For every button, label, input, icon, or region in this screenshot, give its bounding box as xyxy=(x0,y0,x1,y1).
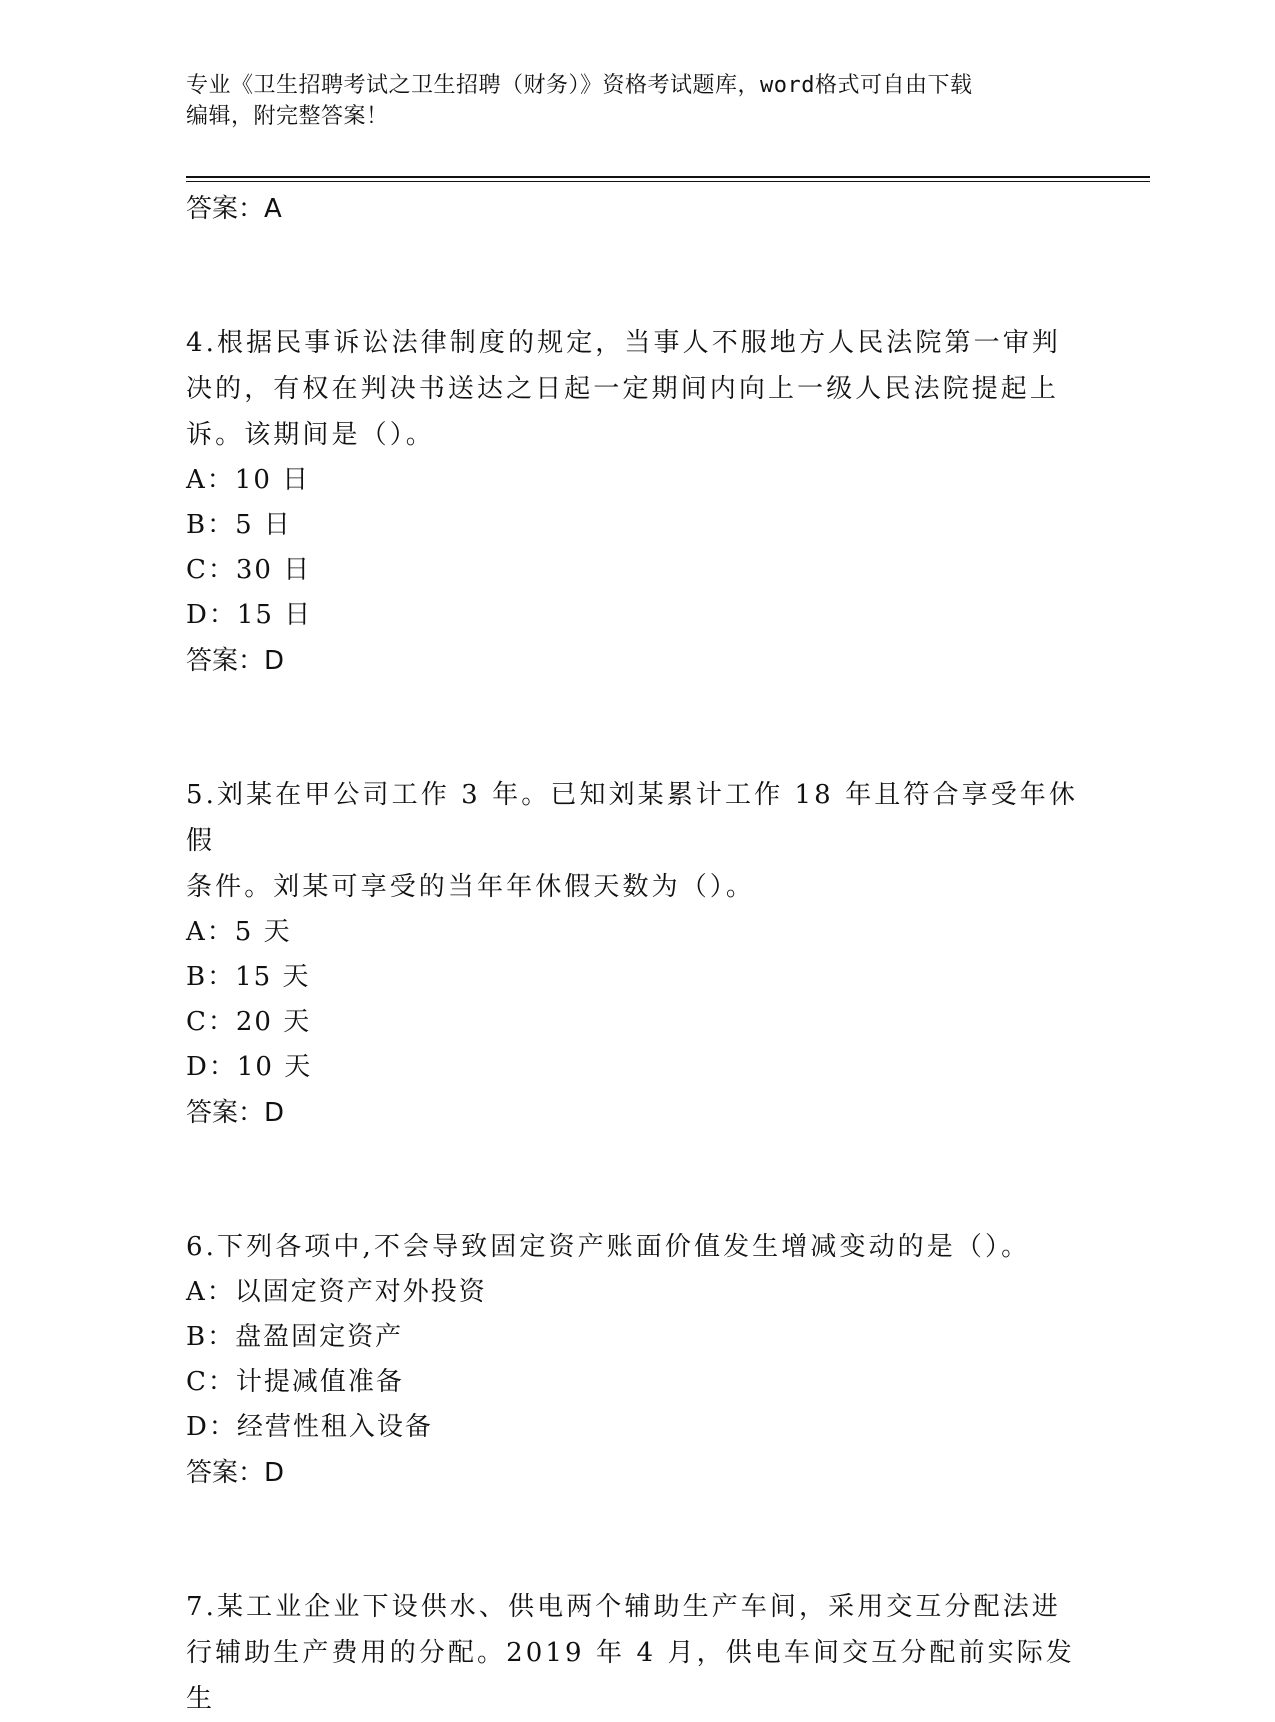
header-line-2: 编辑，附完整答案！ xyxy=(186,104,389,129)
question-text xyxy=(186,320,1086,458)
header-rule-thick xyxy=(186,176,1150,178)
option-c: C：30 日 xyxy=(186,555,312,585)
option-b: B：盘盈固定资产 xyxy=(186,1322,404,1352)
question-line: 4.根据民事诉讼法律制度的规定，当事人不服地方人民法院第一审判 xyxy=(186,328,1061,358)
previous-answer xyxy=(186,186,1086,232)
question-line: 6.下列各项中,不会导致固定资产账面价值发生增减变动的是（）。 xyxy=(186,1232,1031,1262)
answer-value: A xyxy=(264,194,282,224)
option-a: A：10 日 xyxy=(186,465,311,495)
question-4 xyxy=(186,320,1086,684)
option-c: C：20 天 xyxy=(186,1007,312,1037)
question-line: 7.某工业企业下设供水、供电两个辅助生产车间，采用交互分配法进 xyxy=(186,1592,1061,1622)
question-text xyxy=(186,1224,1086,1270)
option-d: D：15 日 xyxy=(186,600,313,630)
answer-value: D xyxy=(264,646,285,676)
answer-label: 答案： xyxy=(186,1098,265,1128)
question-line: 行辅助生产费用的分配。2019 年 4 月，供电车间交互分配前实际发生 xyxy=(186,1638,1075,1714)
question-text xyxy=(186,1584,1086,1722)
option-b: B：5 日 xyxy=(186,510,292,540)
answer xyxy=(186,1090,1086,1136)
answer-label: 答案： xyxy=(186,194,265,224)
option-d: D：经营性租入设备 xyxy=(186,1412,433,1442)
option-b: B：15 天 xyxy=(186,962,311,992)
question-7 xyxy=(186,1584,1086,1722)
question-line: 诉。该期间是（）。 xyxy=(186,420,435,450)
answer-label: 答案： xyxy=(186,1458,265,1488)
option-a: A：以固定资产对外投资 xyxy=(186,1277,487,1307)
question-5 xyxy=(186,772,1086,1136)
answer-value: D xyxy=(264,1098,285,1128)
answer-label: 答案： xyxy=(186,646,265,676)
document-header xyxy=(186,70,1066,132)
option-c: C：计提减值准备 xyxy=(186,1367,404,1397)
question-line: 决的，有权在判决书送达之日起一定期间内向上一级人民法院提起上 xyxy=(186,374,1060,404)
answer xyxy=(186,638,1086,684)
question-list xyxy=(186,186,1086,1722)
option-d: D：10 天 xyxy=(186,1052,313,1082)
question-line: 5.刘某在甲公司工作 3 年。已知刘某累计工作 18 年且符合享受年休假 xyxy=(186,780,1078,856)
header-line-1: 专业《卫生招聘考试之卫生招聘（财务）》资格考试题库，word格式可自由下载 xyxy=(186,73,973,98)
option-a: A：5 天 xyxy=(186,917,292,947)
question-6 xyxy=(186,1224,1086,1496)
question-line: 条件。刘某可享受的当年年休假天数为（）。 xyxy=(186,872,756,902)
answer-value: D xyxy=(264,1458,285,1488)
header-rule-thin xyxy=(186,181,1150,182)
answer xyxy=(186,1450,1086,1496)
question-text xyxy=(186,772,1086,910)
